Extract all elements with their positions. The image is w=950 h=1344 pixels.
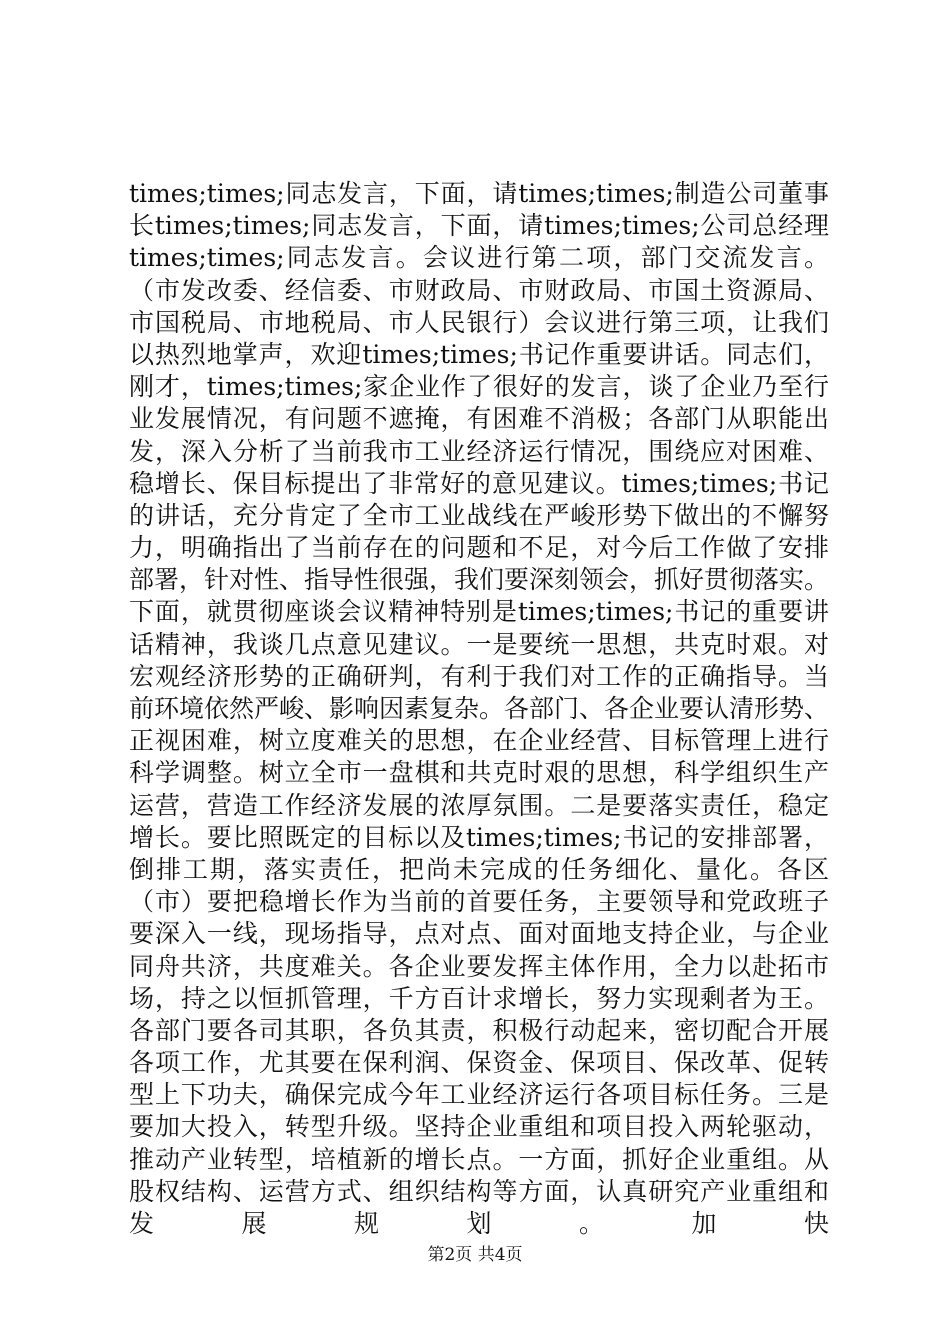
text-line: 长times;times;同志发言，下面，请times;times;公司总经理 — [129, 211, 829, 241]
text-line: 业发展情况，有问题不遮掩，有困难不消极；各部门从职能出 — [129, 404, 829, 434]
text-line: 部署，针对性、指导性很强，我们要深刻领会，抓好贯彻落实。 — [129, 565, 829, 595]
page-footer: 第2页 共4页 — [427, 1245, 523, 1265]
text-line: （市）要把稳增长作为当前的首要任务，主要领导和党政班子 — [129, 887, 829, 917]
text-line: 市国税局、市地税局、市人民银行）会议进行第三项，让我们 — [129, 307, 829, 337]
text-line: 增长。要比照既定的目标以及times;times;书记的安排部署， — [129, 822, 829, 852]
text-line: 要深入一线，现场指导，点对点、面对面地支持企业，与企业 — [129, 919, 829, 949]
text-line: 各项工作，尤其要在保利润、保资金、保项目、保改革、促转 — [129, 1048, 829, 1078]
body-text — [129, 178, 829, 1240]
text-line: 下面，就贯彻座谈会议精神特别是times;times;书记的重要讲 — [129, 597, 829, 627]
text-line: 力，明确指出了当前存在的问题和不足，对今后工作做了安排 — [129, 533, 829, 563]
text-line: 运营，营造工作经济发展的浓厚氛围。二是要落实责任，稳定 — [129, 790, 829, 820]
text-line: 型上下功夫，确保完成今年工业经济运行各项目标任务。三是 — [129, 1080, 829, 1110]
text-line: 的讲话，充分肯定了全市工业战线在严峻形势下做出的不懈努 — [129, 500, 829, 530]
text-line: 股权结构、运营方式、组织结构等方面，认真研究产业重组和 — [129, 1176, 829, 1206]
text-line: 同舟共济，共度难关。各企业要发挥主体作用，全力以赴拓市 — [129, 951, 829, 981]
text-line: times;times;同志发言，下面，请times;times;制造公司董事 — [129, 179, 829, 208]
text-line: （市发改委、经信委、市财政局、市财政局、市国土资源局、 — [129, 275, 829, 305]
text-line: 宏观经济形势的正确研判，有利于我们对工作的正确指导。当 — [129, 661, 829, 691]
text-line: 话精神，我谈几点意见建议。一是要统一思想，共克时艰。对 — [129, 629, 829, 659]
text-line: 发 展 规 划 。 加 快 — [129, 1209, 829, 1238]
text-line: 科学调整。树立全市一盘棋和共克时艰的思想，科学组织生产 — [129, 758, 829, 788]
text-line: 稳增长、保目标提出了非常好的意见建议。times;times;书记 — [129, 468, 829, 498]
text-line: 刚才，times;times;家企业作了很好的发言，谈了企业乃至行 — [129, 372, 829, 402]
text-line: 正视困难，树立度难关的思想，在企业经营、目标管理上进行 — [129, 726, 829, 756]
text-line: times;times;同志发言。会议进行第二项，部门交流发言。 — [129, 243, 829, 273]
text-line: 前环境依然严峻、影响因素复杂。各部门、各企业要认清形势、 — [129, 694, 829, 723]
text-line: 以热烈地掌声，欢迎times;times;书记作重要讲话。同志们， — [129, 339, 829, 369]
text-line: 发，深入分析了当前我市工业经济运行情况，围绕应对困难、 — [129, 436, 829, 466]
text-line: 各部门要各司其职，各负其责，积极行动起来，密切配合开展 — [129, 1015, 829, 1045]
text-line: 场，持之以恒抓管理，千方百计求增长，努力实现剩者为王。 — [129, 983, 829, 1013]
text-line: 倒排工期，落实责任，把尚未完成的任务细化、量化。各区 — [129, 854, 829, 884]
text-line: 推动产业转型，培植新的增长点。一方面，抓好企业重组。从 — [129, 1144, 829, 1174]
text-line: 要加大投入，转型升级。坚持企业重组和项目投入两轮驱动， — [129, 1112, 829, 1142]
